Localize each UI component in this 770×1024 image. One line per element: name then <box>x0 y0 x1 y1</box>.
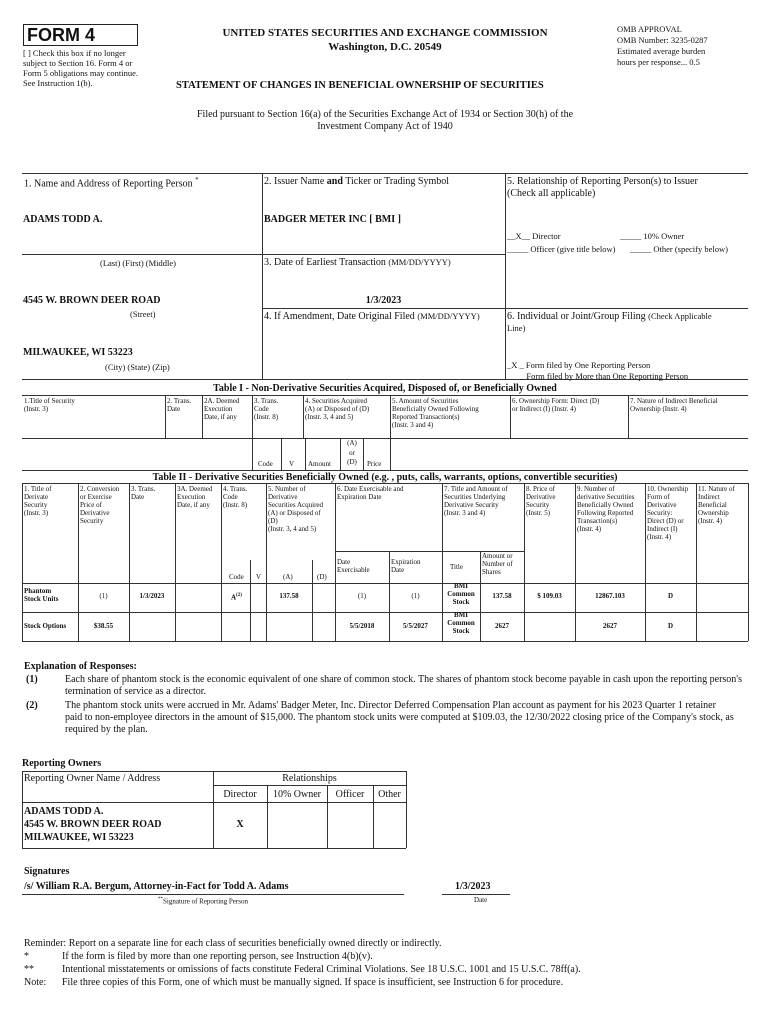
t2-r2-form: D <box>667 622 674 630</box>
omb-line-3: Estimated average burden <box>617 46 706 56</box>
footnote-2-number: (2) <box>26 700 38 711</box>
t2-r1-code-fn: (2) <box>236 593 242 598</box>
t2-col11: 11. Nature of Indirect Beneficial Ownership (Instr. 4) <box>698 485 735 525</box>
t2-r1-price: $ 109.03 <box>537 592 562 600</box>
t1-sub-code: Code <box>258 460 273 468</box>
t2-sub-a: (A) <box>283 573 293 581</box>
filed-pursuant-line-1: Filed pursuant to Section 16(a) of the Securities Exchange Act of 1934 or Section 30(h) of the <box>196 109 574 120</box>
t2-col3: 3. Trans. Date <box>131 485 156 501</box>
t2-sub-d: (D) <box>317 573 327 581</box>
t2-r1-u-amount: 137.58 <box>492 592 512 600</box>
t2-col7: 7. Title and Amount of Securities Underlying Derivative Security (Instr. 3 and 4) <box>444 485 508 517</box>
t2-r1-u-title: BMI Common Stock <box>447 582 475 606</box>
owner-line-1: ADAMS TODD A. <box>24 806 104 817</box>
box3-label <box>264 257 451 269</box>
owners-col-name: Reporting Owner Name / Address <box>24 773 161 784</box>
t2-col9: 9. Number of derivative Securities Beneficially Owned Following Reported Transaction(s) (Instr. 4) <box>577 485 635 533</box>
t1-col5: 5. Amount of Securities Beneficially Owned Following Reported Transaction(s) (Instr. 3 and 4) <box>392 397 479 429</box>
table1-title: Table I - Non-Derivative Securities Acquired, Disposed of, or Beneficially Owned <box>213 383 557 394</box>
owners-col-relationships: Relationships <box>282 773 337 784</box>
filed-pursuant-line-2: Investment Company Act of 1940 <box>317 121 453 132</box>
owners-col-director: Director <box>223 789 257 800</box>
t1-sub-ad: (A) or (D) <box>347 439 357 466</box>
reporting-person-city: MILWAUKEE, WI 53223 <box>23 347 133 358</box>
box5-label-text-2: (Check all applicable) <box>507 188 596 199</box>
city-caption: (City) (State) (Zip) <box>105 362 170 372</box>
t1-col6: 6. Ownership Form: Direct (D) or Indirect (I) (Instr. 4) <box>512 397 600 413</box>
omb-approval <box>617 24 757 68</box>
t2-r1-title: Phantom Stock Units <box>24 587 59 603</box>
owners-col-other: Other <box>378 789 401 800</box>
t2-r2-exp: 5/5/2027 <box>403 622 428 630</box>
earliest-transaction-date: 1/3/2023 <box>365 295 402 306</box>
name-caption: (Last) (First) (Middle) <box>100 258 177 268</box>
reporting-person-name: ADAMS TODD A. <box>23 214 103 225</box>
t2-col6: 6. Date Exercisable and Expiration Date <box>337 485 404 501</box>
agency-name: UNITED STATES SECURITIES AND EXCHANGE COMMISSION <box>222 27 548 39</box>
t2-r2-u-title: BMI Common Stock <box>447 611 475 635</box>
signature-date-caption: Date <box>474 896 488 904</box>
owner-director-mark: X <box>236 819 244 830</box>
t2-r2-title: Stock Options <box>24 622 67 630</box>
t2-col5: 5. Number of Derivative Securities Acquired (A) or Disposed of (D) (Instr. 3, 4 and 5) <box>268 485 324 533</box>
box3-label-text: 3. Date of Earliest Transaction <box>264 257 386 268</box>
t1-col4: 4. Securities Acquired (A) or Disposed of (D) (Instr. 3, 4 and 5) <box>305 397 370 421</box>
note-star2: Intentional misstatements or omissions of facts constitute Federal Criminal Violations. See 18 U.S.C. 1001 and 15 U.S.C. 78ff(a). <box>62 964 581 975</box>
box2-label-a: 2. Issuer Name <box>264 176 325 187</box>
note-star1: If the form is filed by more than one reporting person, see Instruction 4(b)(v). <box>62 951 373 962</box>
t2-col8: 8. Price of Derivative Security (Instr. 5) <box>526 485 556 517</box>
box4-label-text: 4. If Amendment, Date Original Filed <box>264 311 415 322</box>
footnote-2: The phantom stock units were accrued in Mr. Adams' Badger Meter, Inc. Director Deferred Compensation Plan account as payment for his 2023 Quarter 1 retainer paid to non-employee directors in the amount of $15,000. The phantom stock units were computed at $109.03, the 12/30/2022 closing price of the Company's stock, as required by the plan. <box>65 700 734 735</box>
note-star2-mark: ** <box>24 964 34 975</box>
t1-col7: 7. Nature of Indirect Beneficial Ownership (Instr. 4) <box>630 397 718 413</box>
omb-line-1: OMB APPROVAL <box>617 24 682 34</box>
t2-sub-v: V <box>256 573 262 581</box>
t1-col2a: 2A. Deemed Execution Date, if any <box>204 397 240 421</box>
t2-r2-date-ex: 5/5/2018 <box>349 622 375 630</box>
t2-r2-u-amount: 2627 <box>495 622 509 630</box>
form-title: FORM 4 <box>27 25 96 45</box>
filed-pursuant <box>100 109 670 133</box>
t2-sub-code: Code <box>229 573 244 581</box>
statement-title: STATEMENT OF CHANGES IN BENEFICIAL OWNERSHIP OF SECURITIES <box>176 80 544 91</box>
box1-label-text: 1. Name and Address of Reporting Person <box>24 178 193 190</box>
box2-label <box>264 176 449 188</box>
box4-label-small: (MM/DD/YYYY) <box>417 311 480 321</box>
t2-sub-amount: Amount or Number of Shares <box>482 552 513 576</box>
signature-caption-mark: ** <box>158 897 163 902</box>
t2-r1-code-value: A <box>231 593 237 602</box>
signature-caption <box>158 896 248 905</box>
issuer-name: BADGER METER INC [ BMI ] <box>264 214 401 225</box>
box5-label <box>507 176 747 200</box>
box6-label <box>507 311 752 333</box>
note-star1-mark: * <box>24 951 29 962</box>
t2-r1-date-ex: (1) <box>357 592 367 600</box>
filing-more-persons[interactable]: _ Form filed by More than One Reporting Person <box>520 371 689 381</box>
t1-col2: 2. Trans. Date <box>167 397 192 413</box>
form-title-box <box>23 24 138 46</box>
filing-one-person[interactable]: _X _ Form filed by One Reporting Person <box>507 360 651 370</box>
t2-r2-owned: 2627 <box>603 622 617 630</box>
t2-sub-title: Title <box>450 563 463 571</box>
owners-col-officer: Officer <box>335 789 365 800</box>
box4-label <box>264 311 480 323</box>
t2-r1-exp: (1) <box>411 592 420 600</box>
signature-caption-text: Signature of Reporting Person <box>163 897 248 906</box>
box6-label-small: (Check Applicable <box>648 311 712 321</box>
box5-label-text: 5. Relationship of Reporting Person(s) to Issuer <box>507 176 698 187</box>
box2-label-and: and <box>326 176 343 187</box>
owners-col-ten: 10% Owner <box>272 789 322 800</box>
relationship-officer[interactable]: _____ Officer (give title below) <box>507 244 616 254</box>
t2-sub-date-ex: Date Exercisable <box>337 558 370 574</box>
t2-col10: 10. Ownership Form of Derivative Security: Direct (D) or Indirect (I) (Instr. 4) <box>647 485 689 541</box>
t1-col1: 1.Title of Security (Instr. 3) <box>24 397 75 413</box>
relationship-director[interactable]: __X__ Director <box>507 231 561 241</box>
t2-col2: 2. Conversion or Exercise Price of Derivative Security <box>80 485 120 525</box>
t2-r1-form: D <box>667 592 674 600</box>
omb-line-4: hours per response... 0.5 <box>617 57 700 67</box>
note-text: File three copies of this Form, one of which must be manually signed. If space is insufficient, see Instruction 6 for procedure. <box>62 977 564 988</box>
reporting-person-street: 4545 W. BROWN DEER ROAD <box>23 295 161 306</box>
t1-sub-v: V <box>289 460 295 468</box>
footnote-1: Each share of phantom stock is the economic equivalent of one share of common stock. The shares of phantom stock become payable in cash upon the reporting person's termination of service as a director. <box>65 674 742 697</box>
note-mark: Note: <box>24 977 47 988</box>
signatures-heading: Signatures <box>24 866 70 877</box>
t2-r1-a: 137.58 <box>279 592 299 600</box>
t1-sub-amount: Amount <box>308 460 331 468</box>
signature: /s/ William R.A. Bergum, Attorney-in-Fact for Todd A. Adams <box>24 881 289 892</box>
relationship-other[interactable]: _____ Other (specify below) <box>630 244 728 254</box>
t2-sub-exp: Expiration Date <box>391 558 421 574</box>
box1-label <box>24 176 199 190</box>
footnote-1-number: (1) <box>26 674 38 685</box>
t2-col3a: 3A. Deemed Execution Date, if any <box>177 485 213 509</box>
t2-r1-date: 1/3/2023 <box>139 592 165 600</box>
box2-label-b: Ticker or Trading Symbol <box>345 176 450 187</box>
t1-col3: 3. Trans. Code (Instr. 8) <box>254 397 279 421</box>
t2-r2-conv: $38.55 <box>93 622 114 630</box>
relationship-ten-pct[interactable]: _____ 10% Owner <box>620 231 685 241</box>
t2-r1-conv: (1) <box>99 592 108 600</box>
reminder: Reminder: Report on a separate line for each class of securities beneficially owned directly or indirectly. <box>24 938 442 949</box>
t2-col1: 1. Title of Derivate Security (Instr. 3) <box>24 485 52 517</box>
t1-sub-price: Price <box>367 460 382 468</box>
signature-date: 1/3/2023 <box>455 881 491 892</box>
owner-address <box>24 805 162 844</box>
box6-label-line: Line) <box>507 323 526 333</box>
owner-line-2: 4545 W. BROWN DEER ROAD <box>24 819 162 830</box>
checkbox-note[interactable]: [ ] Check this box if no longer subject to Section 16. Form 4 or Form 5 obligations may continue. See Instruction 1(b). <box>23 48 138 88</box>
explanation-heading: Explanation of Responses: <box>24 661 137 672</box>
street-caption: (Street) <box>130 309 156 319</box>
box3-label-small: (MM/DD/YYYY) <box>388 257 451 267</box>
table2-title: Table II - Derivative Securities Beneficially Owned (e.g. , puts, calls, warrants, options, convertible securities) <box>152 472 618 483</box>
agency-city: Washington, D.C. 20549 <box>328 41 442 53</box>
box6-label-text: 6. Individual or Joint/Group Filing <box>507 311 646 322</box>
t2-col4: 4. Trans. Code (Instr. 8) <box>223 485 248 509</box>
reporting-owners-heading: Reporting Owners <box>22 758 102 769</box>
omb-line-2: OMB Number: 3235-0287 <box>617 35 708 45</box>
t2-r1-code <box>231 592 242 601</box>
t2-r1-owned: 12867.103 <box>595 592 625 600</box>
owner-line-3: MILWAUKEE, WI 53223 <box>24 832 134 843</box>
box1-label-mark: * <box>195 176 199 184</box>
